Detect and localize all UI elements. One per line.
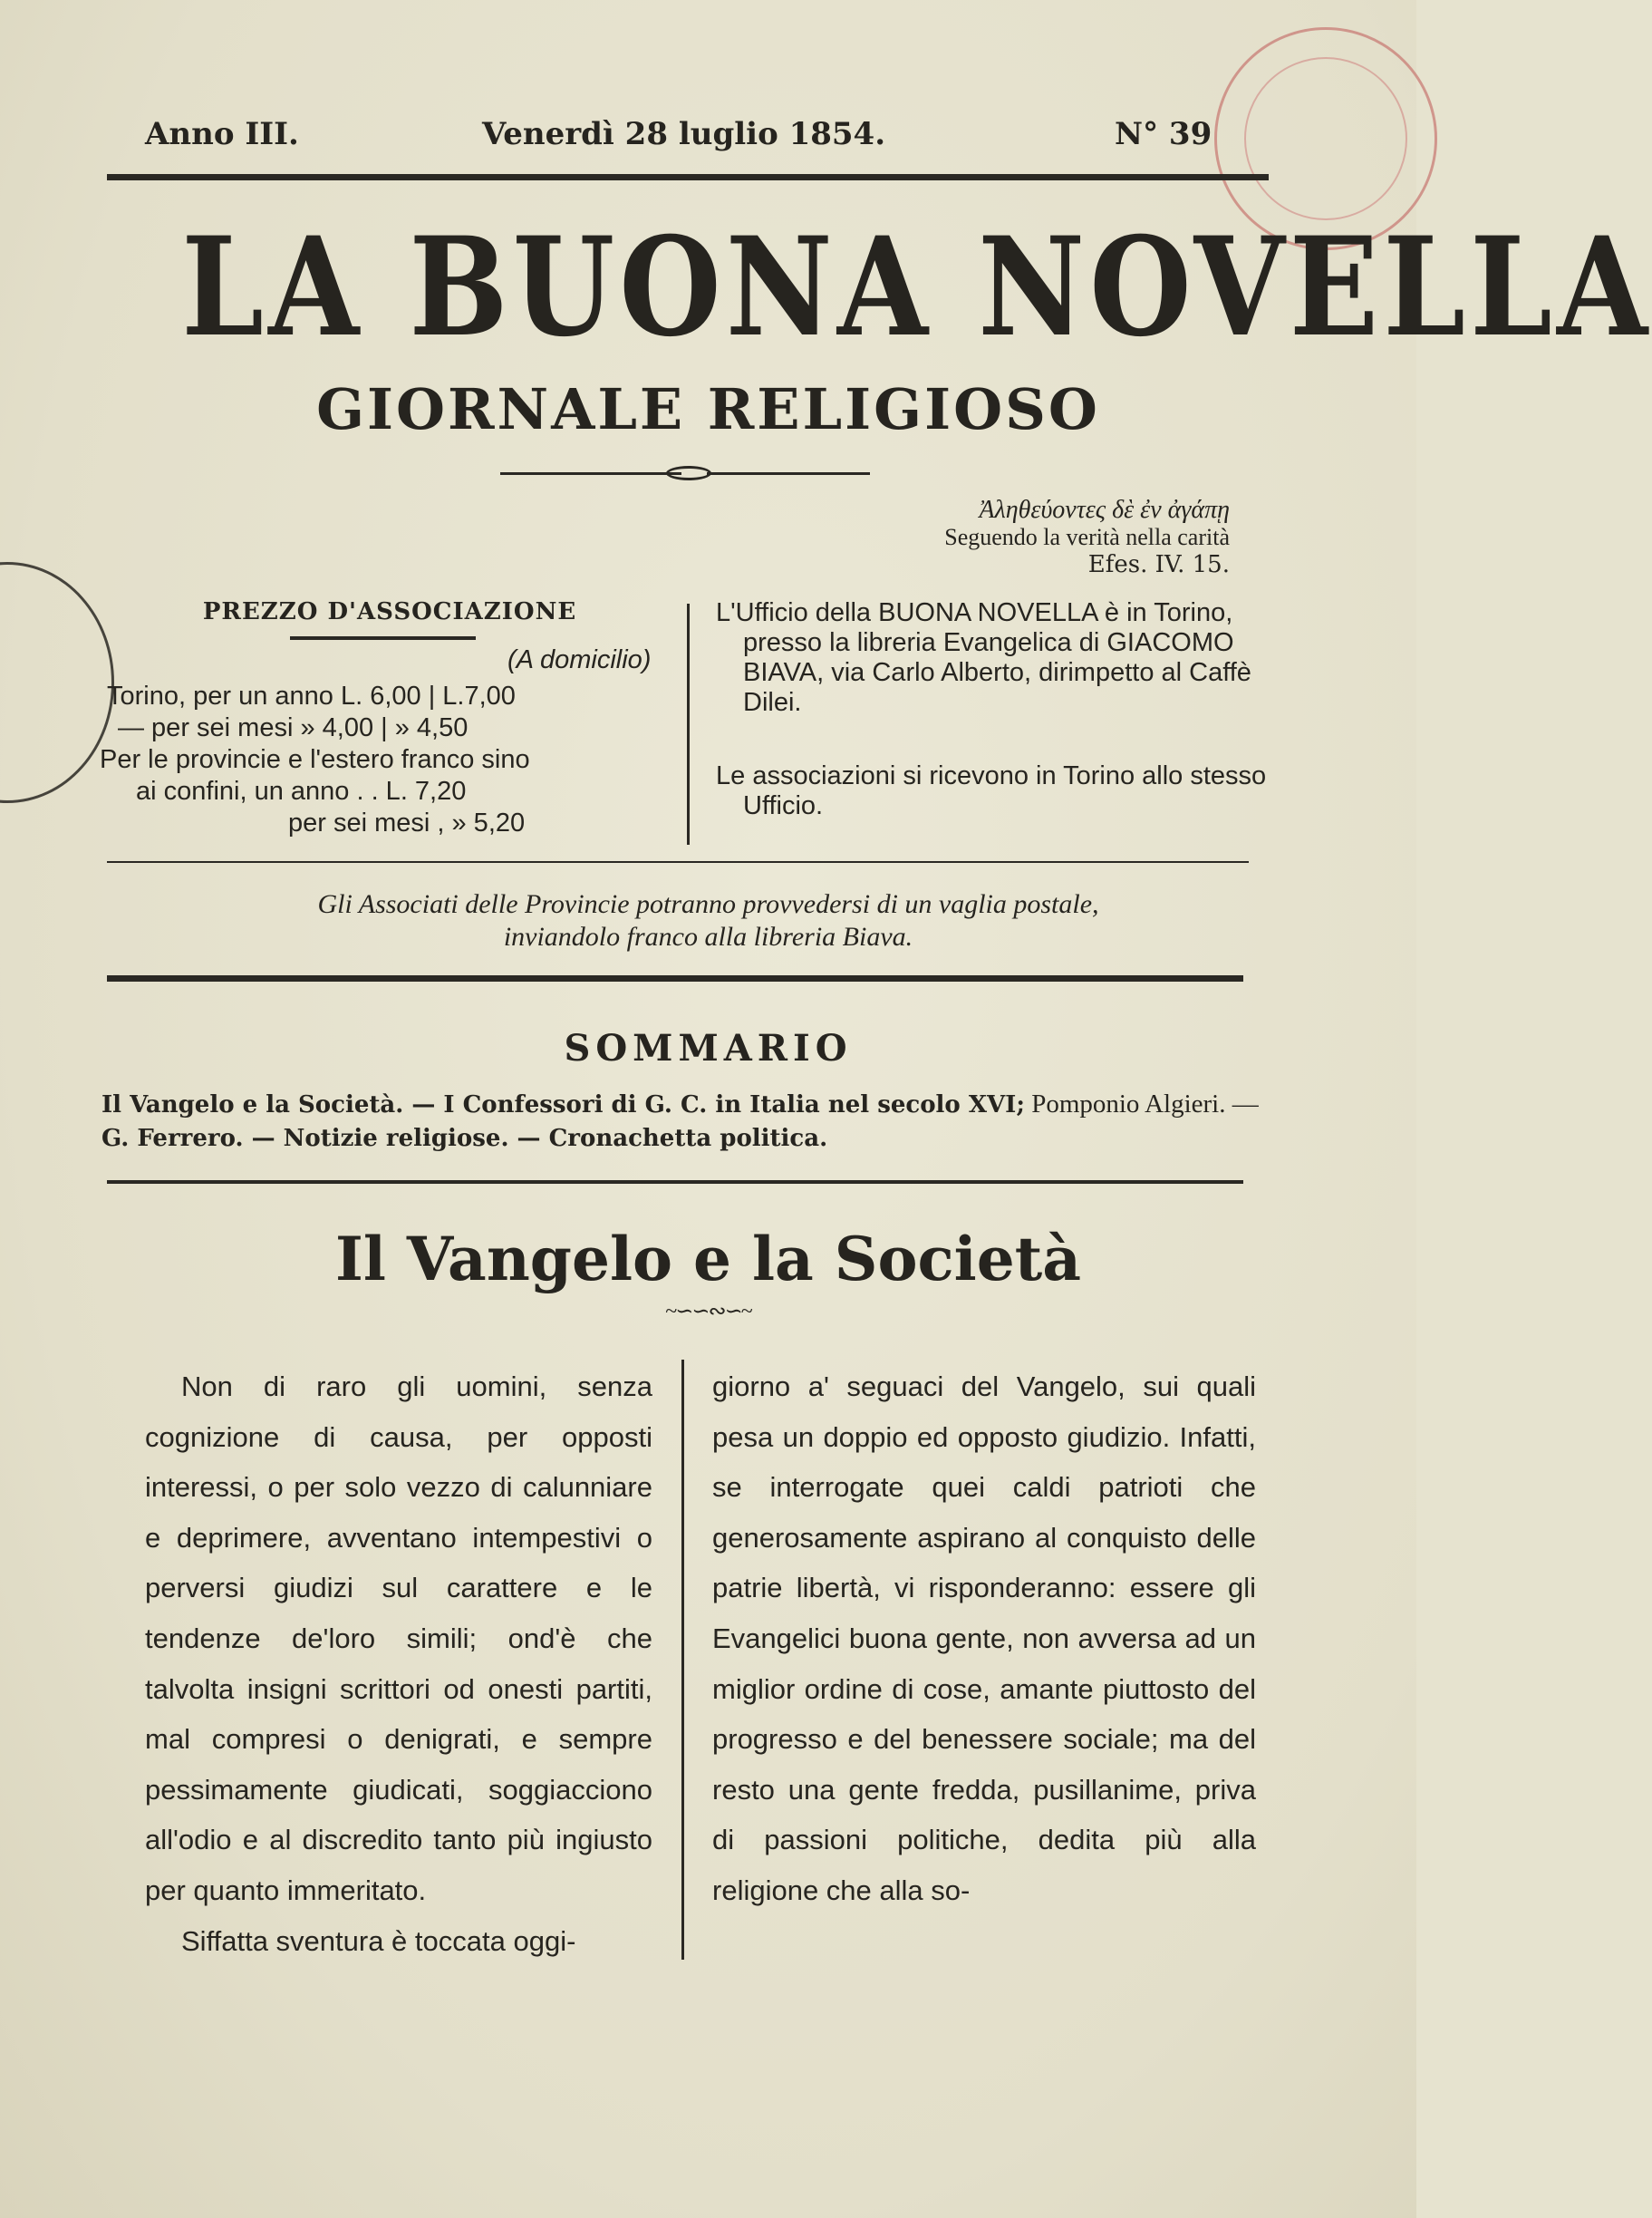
motto-reference: Efes. IV. 15. xyxy=(1087,551,1230,578)
office-paragraph-2: Le associazioni si ricevono in Torino allo stesso Ufficio. xyxy=(716,761,1267,820)
sommario-item-1: Il Vangelo e la Società. — I Confessori di G. C. in Italia nel secolo XVI; xyxy=(101,1091,1025,1119)
notice-line-2: inviandolo franco alla libreria Biava. xyxy=(503,922,913,952)
issue-date: Venerdì 28 luglio 1854. xyxy=(482,116,886,152)
motto xyxy=(944,497,1230,578)
subscription-divider xyxy=(687,604,690,845)
notice-line-1: Gli Associati delle Provincie potranno provvedersi di un vaglia postale, xyxy=(317,889,1099,919)
subscription-title-rule xyxy=(290,636,476,640)
motto-greek: Ἀληθεύοντες δὲ ἐν ἀγάπῃ xyxy=(979,496,1230,524)
library-stamp-black xyxy=(0,562,114,803)
subscription-provinces-2: ai confini, un anno . . L. 7,20 xyxy=(136,777,467,806)
issue-number: N° 39 xyxy=(1115,116,1212,152)
office-paragraph-1: L'Ufficio della BUONA NOVELLA è in Torino, presso la libreria Evangelica di GIACOMO BIAVA, via Carlo Alberto, dirimpetto al Caffè Dilei. xyxy=(716,598,1251,717)
article-column-2 xyxy=(712,1361,1256,1916)
article-col1-paragraph-2: Siffatta sventura è toccata oggi- xyxy=(181,1924,576,1957)
column-divider xyxy=(681,1360,684,1960)
sommario-title: SOMMARIO xyxy=(564,1027,853,1070)
sommario-item-1-tail: Pomponio Algieri. — xyxy=(1031,1090,1259,1119)
masthead-title: LA BUONA NOVELLA xyxy=(181,208,1652,367)
motto-italian: Seguendo la verità nella carità xyxy=(944,524,1230,550)
subscription-torino-year: Torino, per un anno L. 6,00 | L.7,00 xyxy=(107,682,516,711)
sommario-item-2: G. Ferrero. — Notizie religiose. — Cronachetta politica. xyxy=(101,1125,828,1152)
article-ornament: ~∽∽∾∽~ xyxy=(665,1300,751,1323)
subscription-provinces-3: per sei mesi , » 5,20 xyxy=(288,809,526,838)
sommario-text xyxy=(101,1088,1270,1155)
masthead-subtitle: GIORNALE RELIGIOSO xyxy=(316,376,1100,442)
subscription-torino-half: — per sei mesi » 4,00 | » 4,50 xyxy=(118,713,469,742)
subscription-provinces-1: Per le provincie e l'estero franco sino xyxy=(100,745,530,774)
article-col1-paragraph-1: Non di raro gli uomini, senza cognizione di causa, per opposti interessi, o per solo vezzo di calunniare e deprimere, avventano intempestivi o perversi giudizi sul carattere e le tendenze de'loro simili; ond'è che talvolta insigni scrittori od onesti partiti, mal compresi o denigrati, e sempre pessimamente giudicati, soggiacciono all'odio e al discredito tanto più ingiusto per quanto immeritato. xyxy=(145,1371,652,1906)
article-title: Il Vangelo e la Società xyxy=(334,1224,1081,1294)
article-column-1 xyxy=(145,1361,652,1966)
notice-rule-bottom xyxy=(107,975,1243,982)
header-rule xyxy=(107,174,1269,180)
ornament-center xyxy=(666,466,711,480)
ornament-right xyxy=(707,472,870,475)
article-col2-paragraph-1: giorno a' seguaci del Vangelo, sui quali pesa un doppio ed opposto giudizio. Infatti, se interrogate quei caldi patrioti che generosamente aspirano al conquisto delle patrie libertà, vi risponderanno: essere gli Evangelici buona gente, non avversa ad un miglior ordine di cose, amante piuttosto del progresso e del benessere sociale; ma del resto una gente fredda, pusillanime, priva di passioni politiche, dedita più alla religione che alla so- xyxy=(712,1371,1256,1906)
notice-rule-top xyxy=(107,861,1249,863)
subscription-domicilio: (A domicilio) xyxy=(507,645,652,674)
subscription-title: PREZZO D'ASSOCIAZIONE xyxy=(202,598,577,625)
ornament-left xyxy=(500,472,681,475)
issue-year: Anno III. xyxy=(145,116,299,152)
sommario-rule xyxy=(107,1180,1243,1184)
notice xyxy=(0,888,1416,954)
